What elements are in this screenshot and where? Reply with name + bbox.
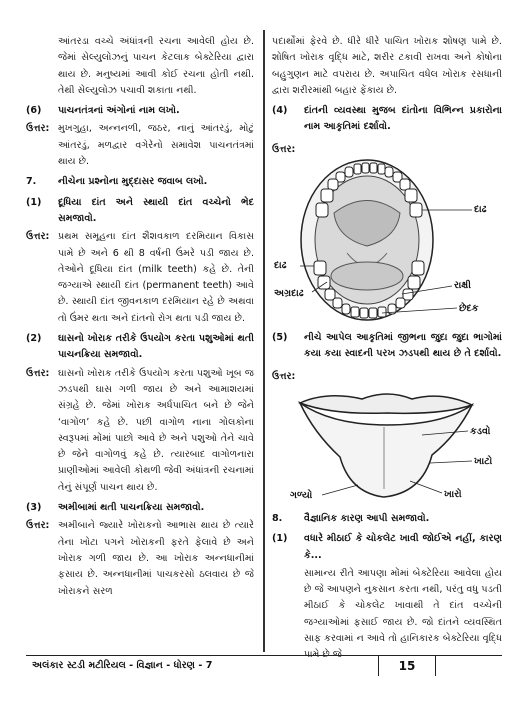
question-number: (3) bbox=[26, 502, 42, 514]
answer-label: ઉત્તર: bbox=[272, 370, 296, 382]
label-sweet: ગળ્યો bbox=[290, 489, 313, 501]
answer-label: ઉત્તર: bbox=[26, 123, 50, 135]
answer-8-1: સામાન્ય રીતે આપણા મોંમાં બેક્ટેરિયા આવેલા હોય છે જે આપણને નુકસાન કરતા નથી, પરંતુ વધુ પડતી મીઠાઈ કે ચોકલેટ ખાવાથી તે દાંત વચ્ચેની જગ્યાઓમાં ફસાઈ જાય છે. જો દાંતને વ્યવસ્થિત સાફ કરવામાં ન આવે તો હાનિકારક બેક્ટેરિયા વૃદ્ધિ પામે છે જે bbox=[304, 567, 502, 661]
question-text: દૂધિયા દાંત અને સ્થાયી દાંત વચ્ચેનો ભેદ સમજાવો. bbox=[58, 196, 254, 224]
tongue-diagram bbox=[272, 385, 502, 507]
label-sour: ખાટો bbox=[474, 455, 493, 467]
label-incisor: છેદક bbox=[459, 303, 479, 315]
question-7-3 bbox=[26, 500, 254, 516]
question-number: (6) bbox=[26, 105, 42, 117]
answer-7-3 bbox=[26, 518, 254, 599]
answer-text: ઘાસનો ખોરાક તરીકે ઉપયોગ કરતા પશુઓ ખૂબ જ ઝડપથી ઘાસ ગળી જાય છે અને આમાશયમાં સંગ્રહે છે. જેમાં ખોરાક અર્ધપાચિત બને છે જેને ‘વાગોળ’ કહે છે. પછી વાગોળ નાના ગોલકોના સ્વરૂપમાં મોંમાં પાછો આવે છે અને પશુઓ તેને ચાવે છે જેને વાગોળવું કહે છે. ત્યારબાદ વાગોળનારા પ્રાણીઓમાં આવેલી કોથળી જેવી અંધાંત્રની રચનામાં તેનું સંપૂર્ણ પાચન થાય છે. bbox=[58, 367, 254, 493]
answer-text: પ્રથમ સમૂહના દાંત શૈશવકાળ દરમિયાન વિકાસ પામે છે અને 6 થી 8 વર્ષની ઉંમરે પડી જાય છે. તેઓને દૂધિયા દાંત (milk teeth) કહે છે. તેની જગ્યાએ સ્થાયી દાંત (permanent teeth) આવે છે. સ્થાયી દાંત જીવનકાળ દરમિયાન રહે છે અથવા તો ઉંમર થતા અને દાંતનો રોગ થતા પડી જાય છે. bbox=[58, 231, 254, 324]
page-footer bbox=[26, 655, 502, 676]
answer-6 bbox=[26, 121, 254, 170]
section-title: નીચેના પ્રશ્નોના મુદ્દાસર જવાબ લખો. bbox=[58, 176, 208, 188]
section-8-heading bbox=[272, 511, 502, 527]
question-number: (5) bbox=[272, 332, 288, 344]
question-text: ઘાસનો ખોરાક તરીકે ઉપયોગ કરતા પશુઓમાં થતી પાચનક્રિયા સમજાવો. bbox=[58, 333, 254, 361]
question-text: પાચનતંત્રનાં અંગોનાં નામ લખો. bbox=[58, 105, 180, 117]
teeth-diagram bbox=[272, 158, 502, 326]
label-bitter: કડવો bbox=[470, 425, 491, 437]
answer-label: ઉત્તર: bbox=[26, 367, 50, 379]
question-text: નીચે આપેલ આકૃતિમાં જીભના જુદા જુદા ભાગોમાં કયા કયા સ્વાદની પરખ ઝડપથી થાય છે તે દર્શાવો. bbox=[304, 332, 502, 360]
question-number: (1) bbox=[272, 533, 288, 545]
answer-label: ઉત્તર: bbox=[26, 520, 50, 532]
section-number: 7. bbox=[26, 176, 37, 188]
question-number: (2) bbox=[26, 333, 42, 345]
label-molar-top: દાઢ bbox=[474, 204, 487, 216]
question-number: (4) bbox=[272, 105, 288, 117]
page-number: 15 bbox=[378, 656, 436, 676]
label-molar-left: દાઢ bbox=[274, 260, 287, 272]
label-canine: રાક્ષી bbox=[454, 280, 472, 292]
answer-text: અમીબાને જ્યારે ખોરાકનો આભાસ થાય છે ત્યારે તેના ખોટા પગને ખોરાકની ફરતે ફેલાવે છે અને ખોરાક ગળી જાય છે. આ ખોરાક અન્નધાનીમાં ફસાય છે. અન્નધાનીમાં પાચકરસો ઠલવાય છે જે ખોરાકને સરળ bbox=[58, 520, 254, 597]
question-4 bbox=[272, 103, 502, 136]
intro-paragraph: આંતરડા વચ્ચે અંધાંત્રની રચના આવેલી હોય છે. જેમાં સેલ્યુલોઝનું પાચન કેટલાક બેક્ટેરિયા દ્વારા થાય છે. મનુષ્યમાં આવી કોઈ રચના હોતી નથી. તેથી સેલ્યુલોઝ પચાવી શકાતા નથી. bbox=[58, 36, 254, 96]
label-salty: ખારો bbox=[444, 488, 462, 500]
question-7-1 bbox=[26, 195, 254, 228]
question-text: અમીબામાં થતી પાચનક્રિયા સમજાવો. bbox=[58, 502, 205, 514]
answer-text: મુખગુહા, અન્નનળી, જઠર, નાનું આંતરડું, મોટું આંતરડું, મળદ્વાર વગેરેનો સમાવેશ પાચનતંત્રમાં થાય છે. bbox=[58, 123, 254, 168]
question-text: દાંતની વ્યવસ્થા મુજબ દાંતોના વિભિન્ન પ્રકારોના નામ આકૃતિમાં દર્શાવો. bbox=[304, 105, 502, 133]
label-premolar: અગ્રદાઢ bbox=[274, 288, 304, 300]
answer-7-1 bbox=[26, 229, 254, 327]
right-column bbox=[272, 34, 502, 664]
question-number: (1) bbox=[26, 196, 42, 208]
question-7-2 bbox=[26, 331, 254, 364]
question-text: વધારે મીઠાઈ કે ચોકલેટ ખાવી જોઈએ નહીં, કારણ કે... bbox=[304, 533, 502, 561]
question-5 bbox=[272, 330, 502, 363]
section-7-heading bbox=[26, 174, 254, 190]
answer-label: ઉત્તર: bbox=[272, 143, 296, 155]
footer-title: અલંકાર સ્ટડી મટીરિયલ - વિજ્ઞાન - ધોરણ - 7 bbox=[32, 660, 213, 671]
continued-paragraph: પદાર્થોમાં ફેરવે છે. ધીરે ધીરે પાચિત ખોરાક શોષણ પામે છે. શોષિત ખોરાક વૃદ્ધિ માટે, શરીર ટકાવી રાખવા અને કોષોના બહુગુણન માટે વપરાય છે. અપાચિત વધેલ ખોરાક રસધાની દ્વારા શરીરમાંથી બહાર ફેંકાય છે. bbox=[272, 36, 502, 96]
answer-7-2 bbox=[26, 366, 254, 496]
answer-label: ઉત્તર: bbox=[26, 231, 50, 243]
question-8-1 bbox=[272, 531, 502, 564]
left-column bbox=[26, 34, 254, 600]
question-6 bbox=[26, 103, 254, 119]
section-number: 8. bbox=[272, 512, 283, 524]
column-divider bbox=[263, 30, 265, 652]
section-title: વૈજ્ઞાનિક કારણ આપી સમજાવો. bbox=[304, 512, 430, 524]
